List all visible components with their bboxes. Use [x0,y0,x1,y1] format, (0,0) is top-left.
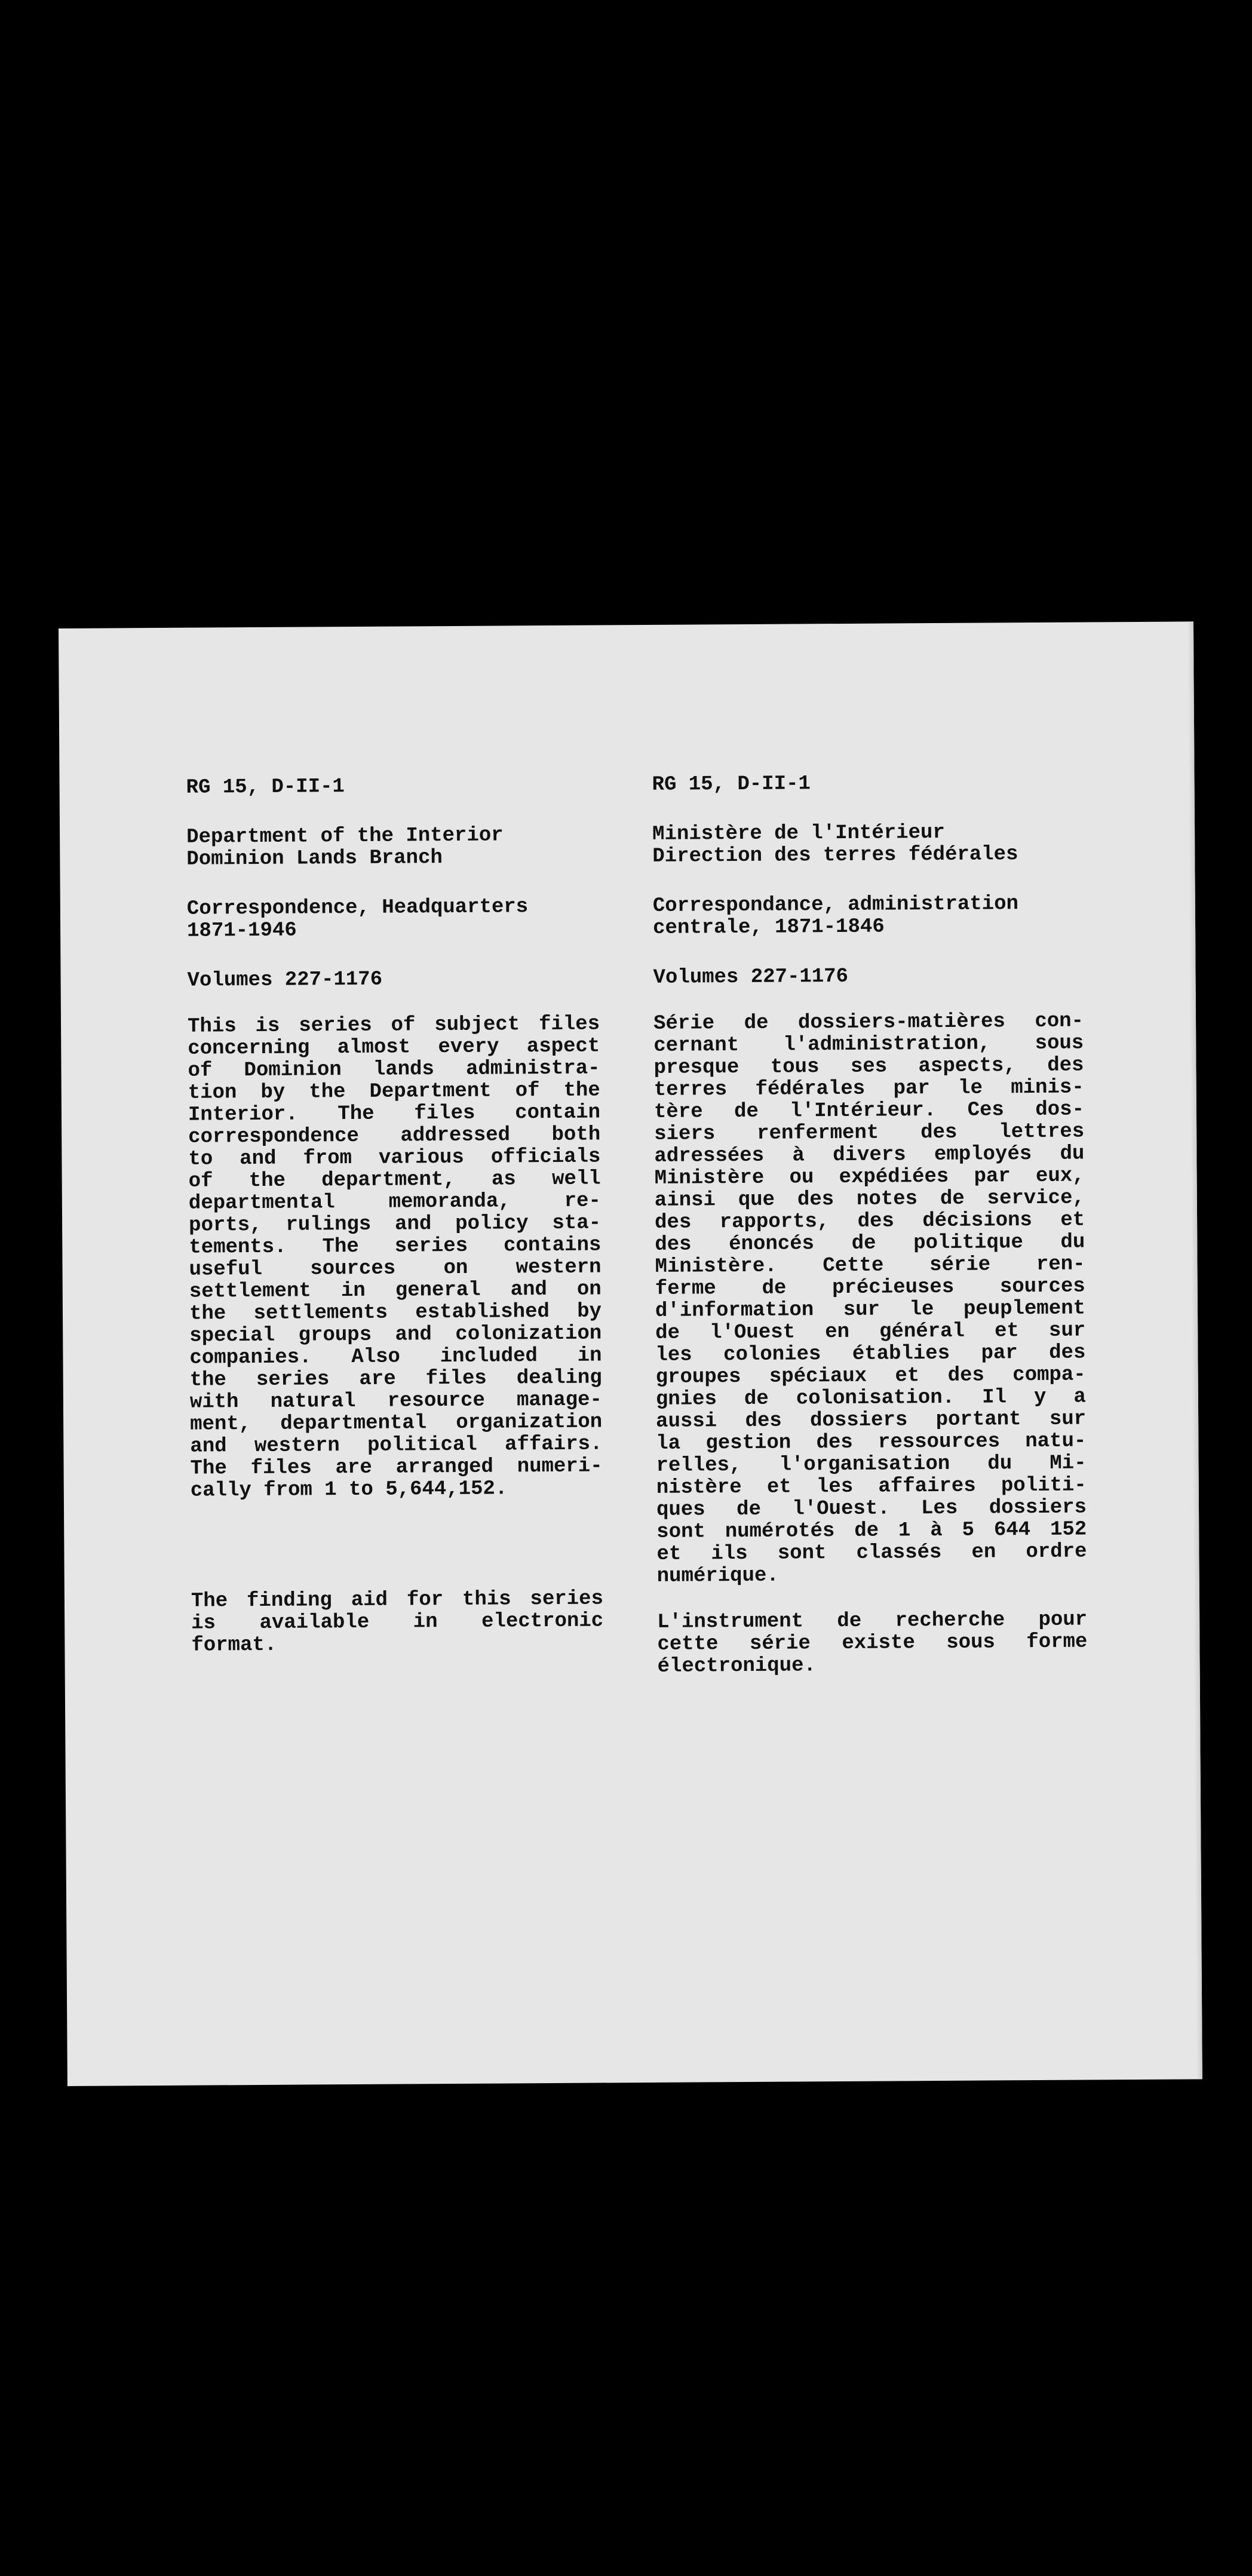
description-line: correspondence addressed both [188,1123,601,1149]
description-line: Ministère ou expédiées par eux, [654,1164,1085,1190]
french-column [652,772,1088,1678]
description-line: to and from various officials [188,1145,601,1171]
branch-name: Dominion Lands Branch [186,847,443,871]
description-line: de l'Ouest en général et sur [655,1319,1086,1345]
series-title: Correspondence, Headquarters [186,896,529,921]
series-dates: 1871-1946 [186,919,297,943]
description-line: ques de l'Ouest. Les dossiers [656,1496,1087,1522]
description-line: ment, departmental organization [190,1410,603,1436]
document-page [59,621,1202,2086]
description-line: nistère et les affaires politi- [656,1474,1087,1499]
description-line: special groups and colonization [189,1322,602,1348]
description-line: tère de l'Intérieur. Ces dos- [653,1098,1085,1124]
volumes-range: Volumes 227-1176 [187,968,383,992]
page-edge [1187,621,1202,2079]
department-name: Ministère de l'Intérieur [652,821,945,846]
finding-aid-note [191,1588,604,1657]
description-line: of the department, as well [188,1167,601,1193]
description-line: numérique. [656,1564,779,1588]
description-line: cally from 1 to 5,644,152. [190,1477,508,1502]
description-line: ainsi que des notes de service, [654,1186,1085,1212]
branch-name: Direction des terres fédérales [652,843,1018,868]
description-line: ferme de précieuses sources [655,1275,1085,1301]
description-line: The files are arranged numeri- [190,1455,603,1480]
description-line: Interior. The files contain [188,1101,601,1127]
description-line: and western political affairs. [190,1433,603,1458]
finding-aid-line: The finding aid for this series [191,1587,604,1613]
description-line: des énoncés de politique du [655,1231,1085,1256]
english-column [186,774,604,1657]
finding-aid-line: is available in electronic [191,1609,604,1635]
description-line: d'information sur le peuplement [655,1297,1086,1323]
series-description [188,1013,603,1502]
description-line: siers renferment des lettres [654,1120,1085,1146]
description-line: gnies de colonisation. Il y a [655,1385,1087,1411]
description-line: des rapports, des décisions et [654,1209,1085,1234]
description-line: useful sources on western [189,1256,602,1281]
description-line: departmental memoranda, re- [188,1189,601,1215]
description-line: Série de dossiers-matières con- [653,1010,1084,1035]
description-line: tements. The series contains [189,1234,602,1259]
description-line: tion by the Department of the [188,1079,600,1105]
reference-code: RG 15, D-II-1 [186,775,345,799]
finding-aid-line: cette série existe sous forme [657,1630,1088,1656]
volumes-range: Volumes 227-1176 [653,965,849,989]
description-line: settlement in general and on [189,1278,602,1304]
description-line: et ils sont classés en ordre [656,1540,1087,1566]
finding-aid-line: électronique. [657,1654,816,1678]
description-line: the settlements established by [189,1300,602,1326]
description-line: concerning almost every aspect [188,1035,600,1060]
description-line: of Dominion lands administra- [188,1057,600,1082]
description-line: aussi des dossiers portant sur [656,1407,1087,1433]
description-line: This is series of subject files [187,1013,600,1038]
department-name: Department of the Interior [186,824,504,849]
finding-aid-line: format. [191,1633,277,1657]
description-line: cernant l'administration, sous [653,1032,1084,1057]
description-line: sont numérotés de 1 à 5 644 152 [656,1518,1087,1544]
description-line: groupes spéciaux et des compa- [655,1363,1086,1389]
finding-aid-note [657,1609,1088,1678]
description-line: terres fédérales par le minis- [653,1076,1084,1102]
reference-code: RG 15, D-II-1 [652,772,811,796]
series-title: Correspondance, administration [652,893,1019,918]
description-line: presque tous ses aspects, des [653,1054,1084,1080]
description-line: ports, rulings and policy sta- [188,1212,602,1237]
description-line: les colonies établies par des [655,1341,1086,1367]
description-line: companies. Also included in [189,1344,602,1370]
description-line: adressées à divers employés du [654,1142,1085,1168]
description-line: la gestion des ressources natu- [656,1430,1087,1455]
description-line: with natural resource manage- [189,1388,603,1414]
description-line: the series are files dealing [189,1366,602,1392]
description-line: Ministère. Cette série ren- [655,1253,1085,1278]
series-description [653,1011,1087,1588]
series-dates: centrale, 1871-1846 [652,915,885,940]
description-line: relles, l'organisation du Mi- [656,1452,1087,1477]
finding-aid-line: L'instrument de recherche pour [657,1608,1088,1634]
